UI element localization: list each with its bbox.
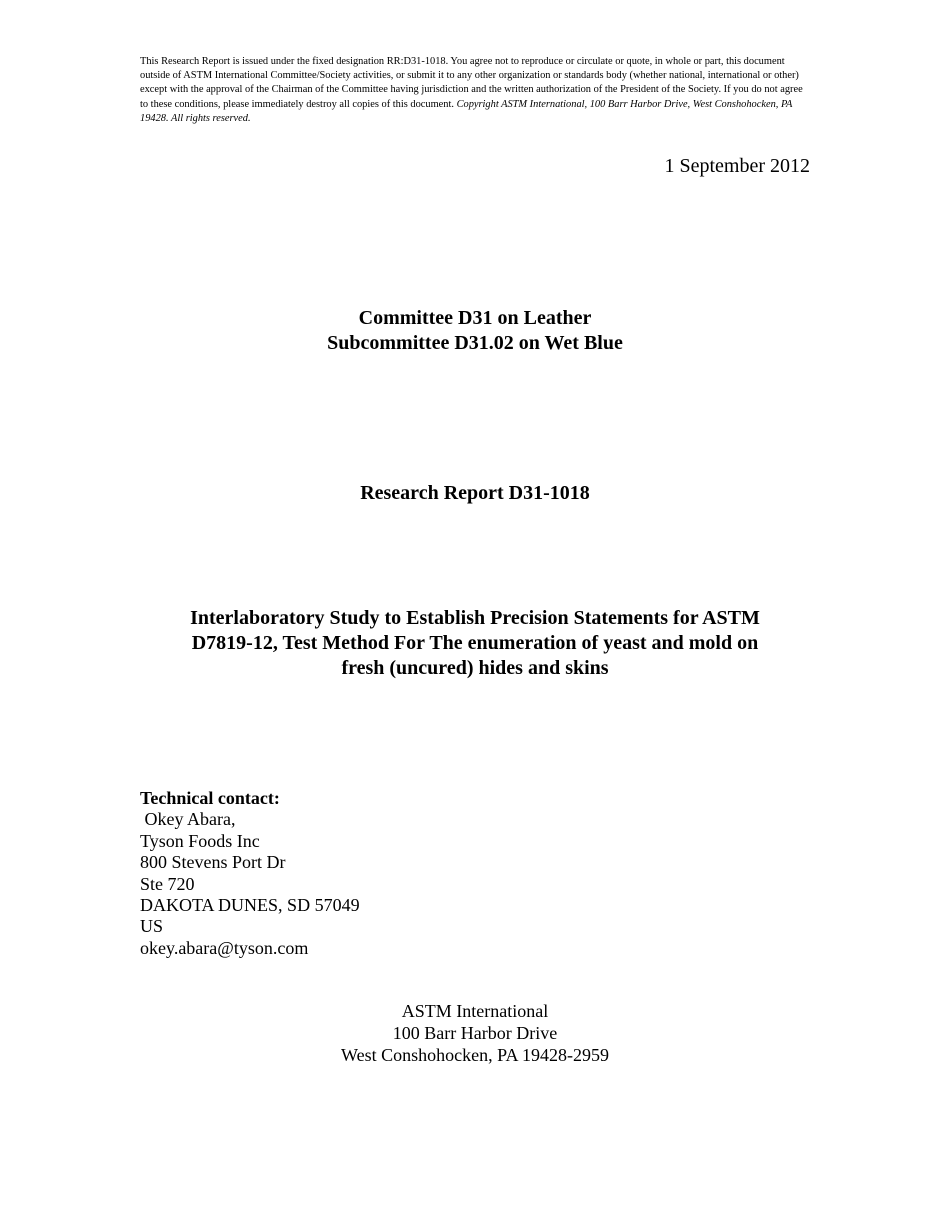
astm-name: ASTM International xyxy=(401,1001,549,1021)
contact-street: 800 Stevens Port Dr xyxy=(140,852,286,873)
contact-company: Tyson Foods Inc xyxy=(140,830,260,851)
legal-notice xyxy=(140,55,812,126)
committee-name: Committee D31 on Leather xyxy=(358,307,592,329)
study-title xyxy=(140,606,810,681)
contact-label: Technical contact: xyxy=(140,788,280,808)
contact-city: DAKOTA DUNES, SD 57049 xyxy=(140,895,360,916)
contact-country: US xyxy=(140,916,164,937)
astm-city: West Conshohocken, PA 19428-2959 xyxy=(341,1045,609,1065)
notice-text: This Research Report is issued under the fixed designation RR:D31-1018. You agree not to reproduce or circulate or quote, in whole or part, this document outside of ASTM International Committee/Society activities, or submit it to any other organization or standards body (whether national, international or other) except with the approval of the Chairman of the Committee having jurisdiction and the written authorization of the President of the Society. If you do not agree to these conditions, please immediately destroy all copies of this document. xyxy=(140,56,803,110)
study-title-line-3: fresh (uncured) hides and skins xyxy=(341,657,609,679)
technical-contact xyxy=(140,788,360,959)
report-date: 1 September 2012 xyxy=(664,155,810,177)
astm-street: 100 Barr Harbor Drive xyxy=(392,1023,558,1043)
copyright-text: Copyright ASTM International, 100 Barr Harbor Drive, West Conshohocken, PA 19428. All rights reserved. xyxy=(140,98,793,124)
contact-suite: Ste 720 xyxy=(140,873,195,894)
report-title: Research Report D31-1018 xyxy=(360,482,590,504)
astm-address xyxy=(0,1000,950,1066)
subcommittee-name: Subcommittee D31.02 on Wet Blue xyxy=(327,332,623,354)
study-title-line-2: D7819-12, Test Method For The enumeration of yeast and mold on xyxy=(191,632,759,654)
contact-name: Okey Abara, xyxy=(140,809,236,830)
committee-heading xyxy=(0,306,950,356)
contact-email[interactable]: okey.abara@tyson.com xyxy=(140,937,309,958)
study-title-line-1: Interlaboratory Study to Establish Precision Statements for ASTM xyxy=(190,607,760,629)
